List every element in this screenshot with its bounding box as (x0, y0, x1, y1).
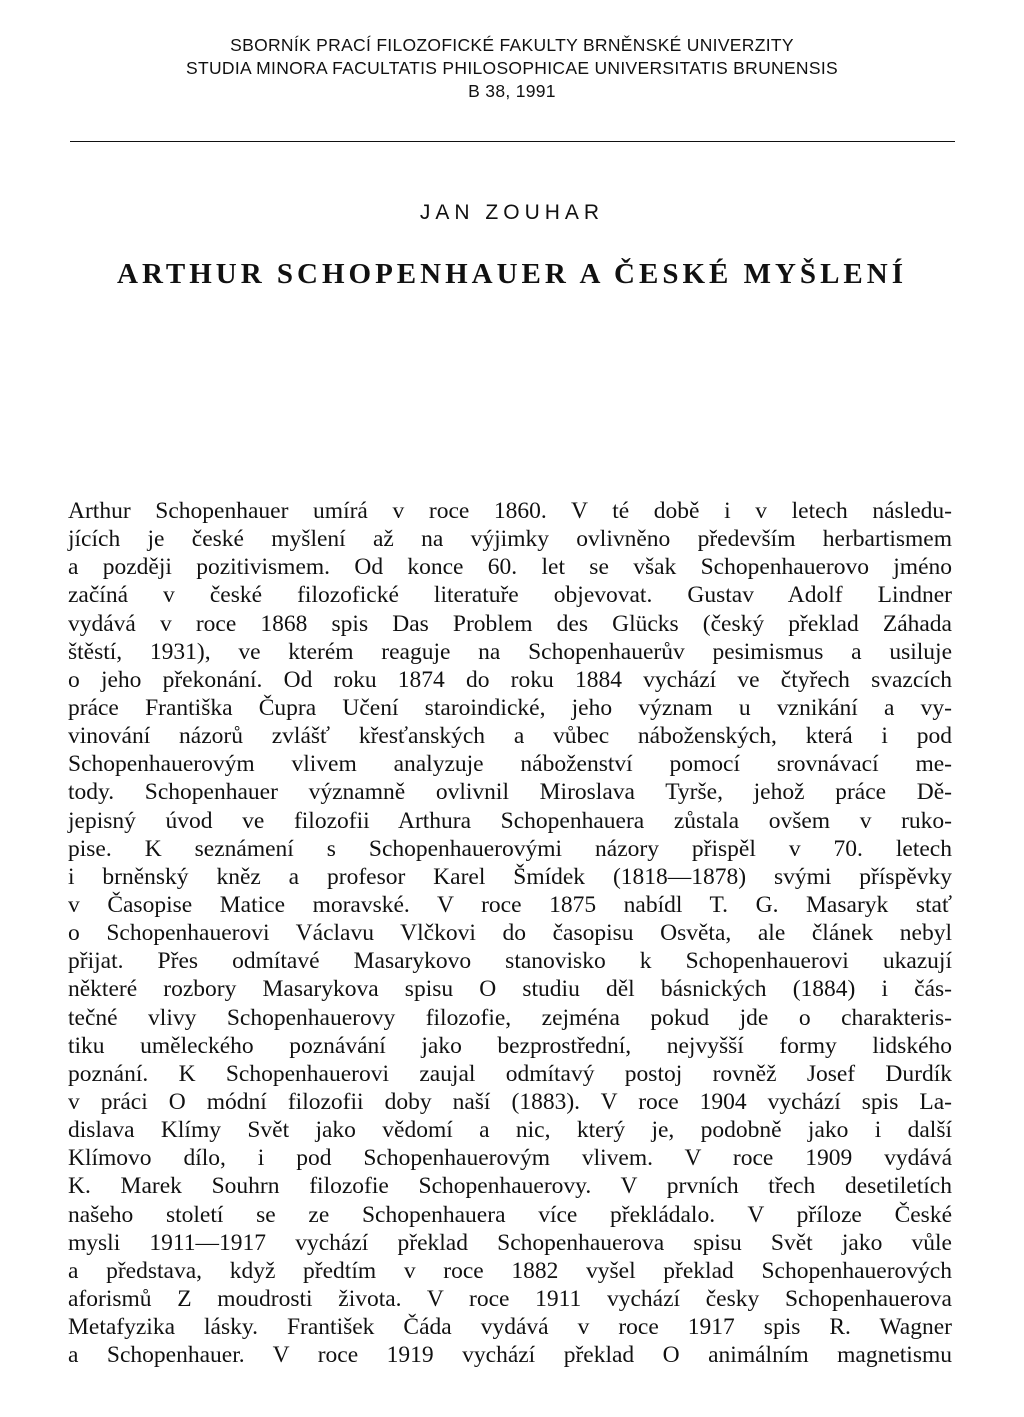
body-line: v Časopise Matice moravské. V roce 1875 nabídl T. G. Masaryk stať (68, 891, 952, 918)
body-line: vinování názorů zvlášť křesťanských a vůbec náboženských, která i pod (68, 723, 952, 750)
article-author: JAN ZOUHAR (419, 201, 605, 224)
body-line: K. Marek Souhrn filozofie Schopenhauerovy. V prvních třech desetiletích (68, 1173, 952, 1200)
body-line: a Schopenhauer. V roce 1919 vychází překlad O animálním magnetismu (68, 1342, 952, 1369)
body-line: poznání. K Schopenhauerovi zaujal odmítavý postoj rovněž Josef Durdík (68, 1060, 952, 1087)
body-line: tečné vlivy Schopenhauerovy filozofie, zejména pokud jde o charakteris- (68, 1004, 952, 1031)
body-line: dislava Klímy Svět jako vědomí a nic, který je, podobně jako i další (68, 1117, 952, 1144)
body-line: a později pozitivismem. Od konce 60. let se však Schopenhauerovo jméno (68, 554, 952, 581)
body-line: o Schopenhauerovi Václavu Vlčkovi do časopisu Osvěta, ale článek nebyl (68, 920, 952, 947)
header-divider (70, 141, 955, 142)
body-line: aforismů Z moudrosti života. V roce 1911 vychází česky Schopenhauerova (68, 1285, 952, 1312)
body-line: v práci O módní filozofii doby naší (1883). V roce 1904 vychází spis La- (68, 1088, 952, 1115)
body-line: pise. K seznámení s Schopenhauerovými názory přispěl v 70. letech (68, 835, 952, 862)
body-line: začíná v české filozofické literatuře objevovat. Gustav Adolf Lindner (68, 582, 952, 609)
body-line: a představa, když předtím v roce 1882 vyšel překlad Schopenhauerových (68, 1257, 952, 1284)
body-line: Klímovo dílo, i pod Schopenhauerovým vlivem. V roce 1909 vydává (68, 1145, 952, 1172)
body-line: práce Františka Čupra Učení staroindické, jeho význam u vznikání a vy- (68, 694, 952, 721)
body-line: našeho století se ze Schopenhauera více překládalo. V příloze České (68, 1201, 952, 1228)
body-line: Arthur Schopenhauer umírá v roce 1860. V té době i v letech následu- (68, 498, 952, 524)
journal-volume-year: B 38, 1991 (468, 81, 556, 101)
body-line: štěstí, 1931), ve kterém reaguje na Schopenhauerův pesimismus a usiluje (68, 638, 952, 665)
body-line: některé rozbory Masarykova spisu O studiu děl básnických (1884) i čás- (68, 976, 952, 1003)
body-line: tody. Schopenhauer významně ovlivnil Miroslava Tyrše, jehož práce Dě- (68, 779, 952, 806)
body-line: i brněnský kněz a profesor Karel Šmídek (1818—1878) svými příspěvky (68, 863, 952, 890)
body-line: o jeho překonání. Od roku 1874 do roku 1884 vychází ve čtyřech svazcích (68, 666, 952, 693)
body-line: Metafyzika lásky. František Čáda vydává v roce 1917 spis R. Wagner (68, 1314, 952, 1341)
body-line: vydává v roce 1868 spis Das Problem des Glücks (český překlad Záhada (68, 610, 952, 637)
journal-header (60, 34, 964, 103)
body-line: přijat. Přes odmítavé Masarykovo stanovisko k Schopenhauerovi ukazují (68, 948, 952, 975)
article-body (68, 497, 952, 1369)
journal-title-czech: SBORNÍK PRACÍ FILOZOFICKÉ FAKULTY BRNĚNSKÉ UNIVERZITY (230, 35, 794, 55)
article-title: ARTHUR SCHOPENHAUER A ČESKÉ MYŠLENÍ (117, 258, 907, 290)
journal-title-latin: STUDIA MINORA FACULTATIS PHILOSOPHICAE UNIVERSITATIS BRUNENSIS (186, 58, 838, 78)
body-line: Schopenhauerovým vlivem analyzuje náboženství pomocí srovnávací me- (68, 751, 952, 778)
body-line: tiku uměleckého poznávání jako bezprostřední, nejvyšší formy lidského (68, 1032, 952, 1059)
body-line: mysli 1911—1917 vychází překlad Schopenhauerova spisu Svět jako vůle (68, 1229, 952, 1256)
body-line: jících je české myšlení až na výjimky ovlivněno především herbartismem (68, 526, 952, 553)
body-line: jepisný úvod ve filozofii Arthura Schopenhauera zůstala ovšem v ruko- (68, 807, 952, 834)
